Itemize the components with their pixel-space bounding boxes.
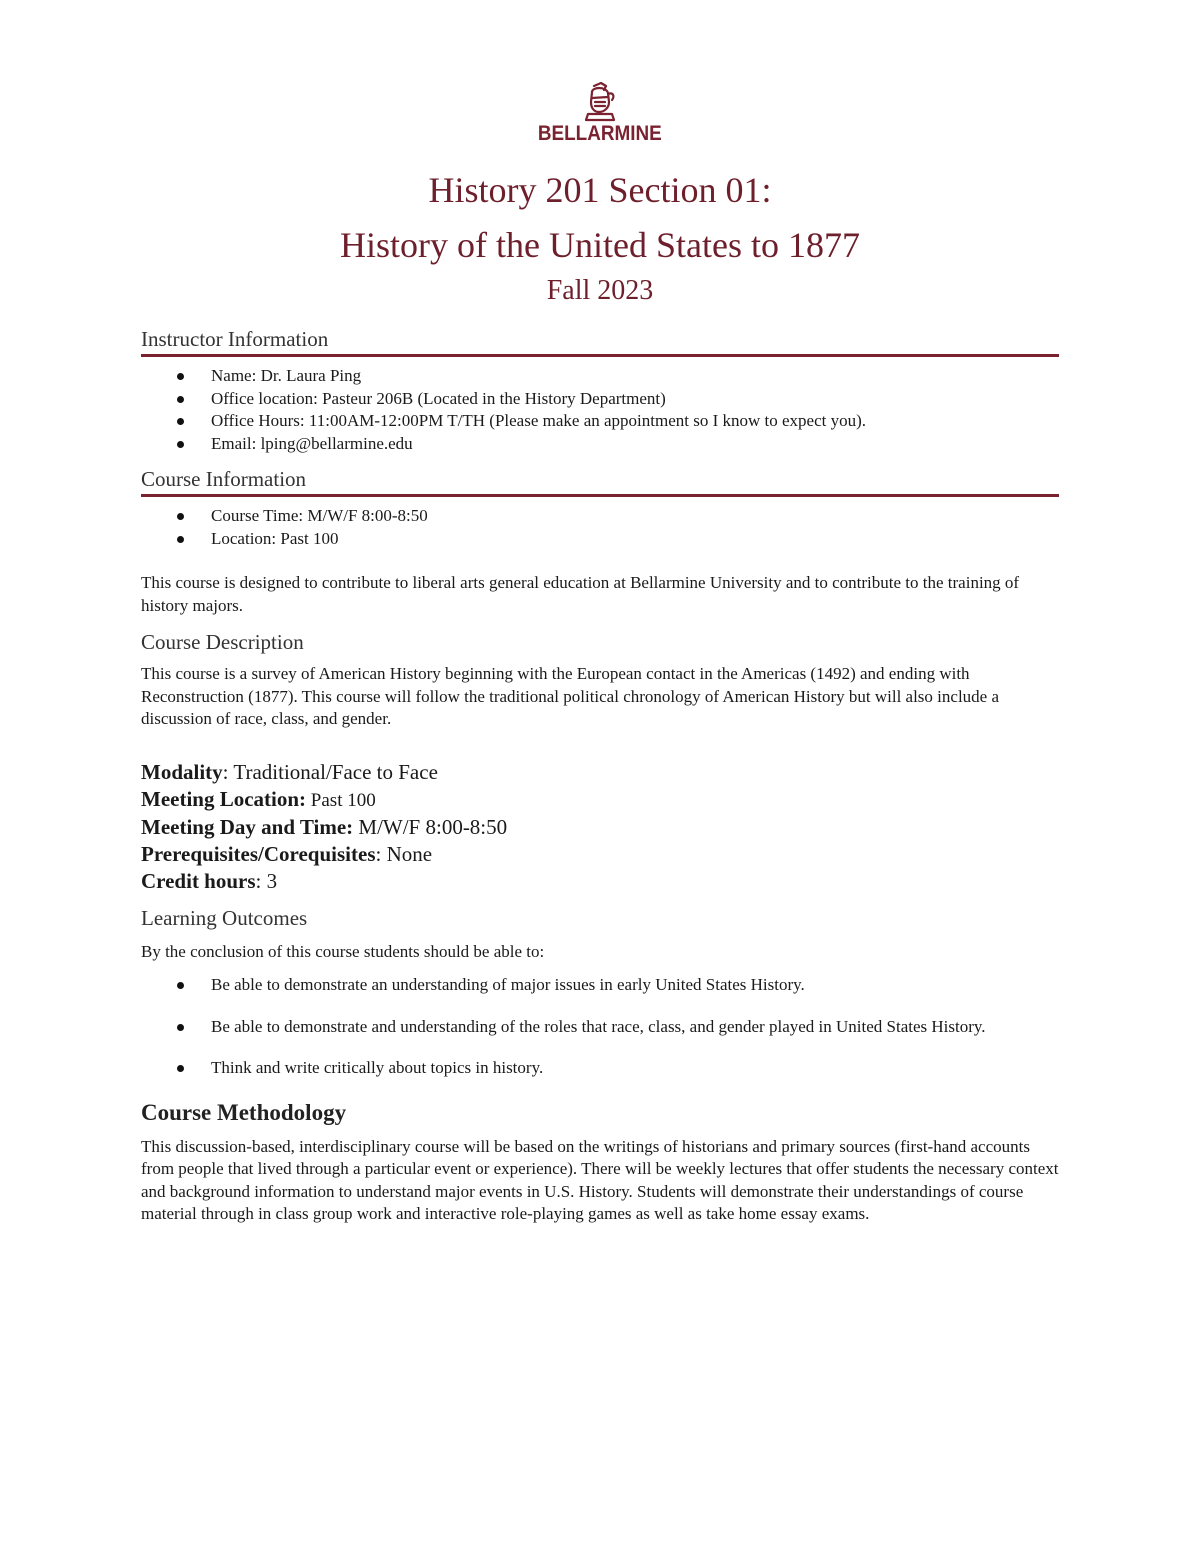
bullet-icon bbox=[177, 982, 184, 989]
course-title: History 201 Section 01: bbox=[428, 170, 772, 210]
course-description-paragraph: This course is a survey of American History beginning with the European contact in the Americas (1492) and ending with Reconstruction (1877). This course will follow the traditional political chronology of American History but will also include a discussion of race, class, and gender. bbox=[141, 664, 1000, 728]
course-subtitle: History of the United States to 1877 bbox=[340, 225, 860, 265]
list-item: Name: Dr. Laura Ping bbox=[141, 365, 1059, 388]
bullet-icon bbox=[177, 373, 184, 380]
credit-hours-row: Credit hours: 3 bbox=[141, 868, 278, 893]
modality-row: Modality: Traditional/Face to Face bbox=[141, 759, 438, 784]
meeting-location-row: Meeting Location: Past 100 bbox=[141, 786, 376, 811]
bullet-icon bbox=[177, 1065, 184, 1072]
methodology-paragraph: This discussion-based, interdisciplinary course will be based on the writings of historians and primary sources (first-hand accounts from people that lived through a particular event or experience). There will be weekly lectures that offer students the necessary context and background information to understand major events in U.S. History. Students will demonstrate their understandings of course material through in class group work and interactive role-playing games as well as take home essay exams. bbox=[141, 1136, 1059, 1223]
bullet-icon bbox=[177, 513, 184, 520]
bullet-icon bbox=[177, 441, 184, 448]
list-item: Think and write critically about topics in history. bbox=[141, 1057, 1059, 1080]
university-logo bbox=[141, 82, 1059, 150]
prerequisites-row: Prerequisites/Corequisites: None bbox=[141, 841, 433, 866]
methodology-heading: Course Methodology bbox=[141, 1099, 347, 1125]
knight-helmet-icon bbox=[582, 82, 618, 124]
bullet-icon bbox=[177, 418, 184, 425]
course-term: Fall 2023 bbox=[546, 275, 654, 306]
learning-outcomes-heading: Learning Outcomes bbox=[141, 905, 308, 930]
meeting-time-row: Meeting Day and Time: M/W/F 8:00-8:50 bbox=[141, 814, 508, 839]
course-details bbox=[141, 759, 1059, 895]
instructor-list bbox=[141, 365, 1059, 455]
bullet-icon bbox=[177, 1024, 184, 1031]
bullet-icon bbox=[177, 396, 184, 403]
learning-outcomes-intro: By the conclusion of this course students should be able to: bbox=[141, 941, 545, 961]
list-item: Office Hours: 11:00AM-12:00PM T/TH (Please make an appointment so I know to expect you). bbox=[141, 410, 1059, 433]
learning-outcomes-list bbox=[141, 974, 1059, 1080]
list-item: Course Time: M/W/F 8:00-8:50 bbox=[141, 505, 1059, 528]
instructor-heading: Instructor Information bbox=[141, 326, 1059, 357]
course-info-paragraph: This course is designed to contribute to liberal arts general education at Bellarmine University and to contribute to the training of history majors. bbox=[141, 573, 1020, 615]
logo-wordmark: BELLARMINE bbox=[538, 122, 662, 145]
list-item bbox=[141, 433, 1059, 456]
course-info-heading: Course Information bbox=[141, 466, 1059, 497]
email-link[interactable]: Email: lping@bellarmine.edu bbox=[211, 433, 413, 453]
list-item: Be able to demonstrate an understanding of major issues in early United States History. bbox=[141, 974, 1059, 997]
course-info-list bbox=[141, 505, 1059, 550]
list-item: Office location: Pasteur 206B (Located in the History Department) bbox=[141, 388, 1059, 411]
list-item: Be able to demonstrate and understanding of the roles that race, class, and gender played in United States History. bbox=[141, 1016, 1059, 1039]
syllabus-page bbox=[141, 82, 1059, 1226]
list-item: Location: Past 100 bbox=[141, 528, 1059, 551]
course-description-heading: Course Description bbox=[141, 630, 304, 654]
bullet-icon bbox=[177, 536, 184, 543]
